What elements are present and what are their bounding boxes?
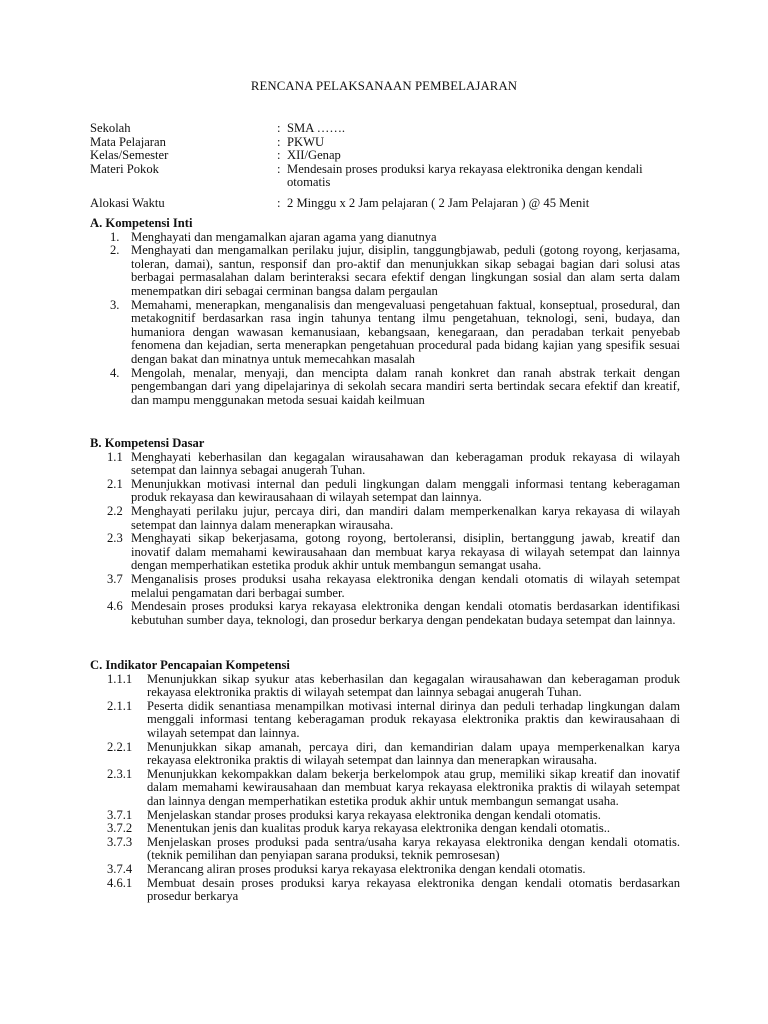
info-colon: :: [277, 134, 281, 149]
list-item: [90, 741, 680, 768]
list-item: [90, 809, 680, 823]
item-text: Menghayati dan mengamalkan perilaku jujur, disiplin, tanggungbjawab, peduli (gotong royong, kerjasama, toleran, damai), santun, responsif dan pro-aktif dan menunjukkan sikap sebagai bagian dari solusi atas berbagai permasalahan dalam berinteraksi secara efektif dengan lingkungan sosial dan alam serta dalam menempatkan diri sebagai cerminan bangsa dalam pergaulan: [131, 243, 680, 298]
section-heading: B. Kompetensi Dasar: [90, 436, 205, 450]
item-number: 2.1: [107, 476, 123, 491]
section-heading: A. Kompetensi Inti: [90, 216, 193, 230]
item-number: 2.2: [107, 503, 123, 518]
item-number: 3.7.1: [107, 807, 133, 822]
section-kompetensi-dasar: [90, 437, 680, 627]
item-number: 3.: [110, 297, 120, 312]
list-item: [90, 877, 680, 904]
info-colon: :: [277, 121, 281, 135]
item-number: 2.1.1: [107, 698, 133, 713]
item-text: Menjelaskan standar proses produksi karya rekayasa elektronika dengan kendali otomatis.: [147, 807, 601, 822]
section-indikator-pencapaian: [90, 659, 680, 904]
item-text: Membuat desain proses produksi karya rekayasa elektronika dengan kendali otomatis berdasarkan prosedur berkarya: [147, 875, 680, 904]
item-text: Merancang aliran proses produksi karya rekayasa elektronika dengan kendali otomatis.: [147, 861, 586, 876]
item-number: 1.1: [107, 449, 123, 464]
item-number: 1.: [110, 229, 120, 244]
section-heading: C. Indikator Pencapaian Kompetensi: [90, 658, 290, 672]
info-value: XII/Genap: [287, 148, 341, 163]
item-number: 1.1.1: [107, 671, 133, 686]
item-number: 2.3: [107, 531, 123, 546]
item-number: 4.6.1: [107, 875, 133, 890]
item-text: Menghayati perilaku jujur, percaya diri, dan mandiri dalam memperkenalkan karya rekayasa di wilayah setempat dan lainnya dalam menerapkan wirausaha.: [131, 503, 680, 532]
list-item: [90, 505, 680, 532]
list-item: [90, 768, 680, 809]
identity-table: [90, 122, 690, 211]
item-number: 2.2.1: [107, 739, 133, 754]
section-kompetensi-inti: [90, 217, 680, 407]
item-text: Peserta didik senantiasa menampilkan motivasi internal dirinya dan peduli terhadap lingkungan dalam menggali informasi tentang keberagaman produk rekayasa elektronika praktis dan kewirausahaan di wilayah setempat dan lainnya.: [147, 698, 680, 740]
item-text: Mendesain proses produksi karya rekayasa elektronika dengan kendali otomatis berdasarkan identifikasi kebutuhan sumber daya, teknologi, dan prosedur berkarya dengan pendekatan budaya setempat dan lainnya.: [131, 599, 680, 627]
info-row-kelas-semester: [90, 149, 690, 163]
item-number: 3.7.2: [107, 821, 133, 836]
info-colon: :: [277, 195, 281, 210]
list-item: [90, 532, 680, 573]
list-item: [90, 231, 680, 245]
info-label: Kelas/Semester: [90, 148, 169, 163]
item-text: Menunjukkan sikap amanah, percaya diri, dan kemandirian dalam upaya memperkenalkan karya rekayasa elektronika praktis di wilayah setempat dan lainnya dan menerapkan wirausaha.: [147, 739, 680, 768]
list-item: [90, 451, 680, 478]
list-item: [90, 822, 680, 836]
info-row-materi-pokok: [90, 163, 690, 190]
list-item: [90, 478, 680, 505]
list-item: [90, 299, 680, 367]
info-value: Mendesain proses produksi karya rekayasa elektronika dengan kendali otomatis: [287, 161, 643, 190]
list-item: [90, 863, 680, 877]
item-text: Menghayati sikap bekerjasama, gotong royong, bertoleransi, disiplin, bertanggung jawab, kreatif dan inovatif dalam memahami kewirausahaan dan membuat karya rekayasa di wilayah setempat dan lainnya dengan memperhatikan estetika produk akhir untuk membangun semangat usaha.: [131, 531, 680, 573]
list-item: [90, 673, 680, 700]
item-number: 4.6: [107, 599, 123, 614]
list-item: [90, 367, 680, 408]
item-text: Menunjukkan motivasi internal dan peduli lingkungan dalam menggali informasi tentang keberagaman produk rekayasa dan kewirausahaan di wilayah setempat dan lainnya.: [131, 476, 680, 505]
info-row-mata-pelajaran: [90, 136, 690, 150]
document-title: RENCANA PELAKSANAAN PEMBELAJARAN: [250, 79, 518, 93]
item-number: 3.7: [107, 571, 123, 586]
item-number: 2.3.1: [107, 766, 133, 781]
list-item: [90, 700, 680, 741]
item-number: 3.7.4: [107, 861, 133, 876]
item-text: Menunjukkan sikap syukur atas keberhasilan dan kegagalan wirausahawan dan keberagaman produk rekayasa elektronika praktis di wilayah setempat dan lainnya sebagai anugerah Tuhan.: [147, 671, 680, 700]
info-value: PKWU: [287, 134, 325, 149]
info-colon: :: [277, 148, 281, 163]
list-item: [90, 600, 680, 627]
info-colon: :: [277, 161, 281, 176]
info-label: Materi Pokok: [90, 161, 159, 176]
item-text: Menjelaskan proses produksi pada sentra/usaha karya rekayasa elektronika dengan kendali otomatis. (teknik pemilihan dan penyiapan sarana produksi, teknik pemrosesan): [147, 834, 680, 863]
info-label: Sekolah: [90, 121, 131, 135]
info-row-sekolah: [90, 122, 690, 136]
item-number: 2.: [110, 243, 120, 258]
info-label: Alokasi Waktu: [90, 195, 165, 210]
item-text: Menentukan jenis dan kualitas produk karya rekayasa elektronika dengan kendali otomatis..: [147, 821, 611, 836]
info-label: Mata Pelajaran: [90, 134, 166, 149]
item-number: 4.: [110, 365, 120, 380]
item-number: 3.7.3: [107, 834, 133, 849]
item-text: Menganalisis proses produksi usaha rekayasa elektronika dengan kendali otomatis di wilayah setempat melalui pengamatan dari berbagai sumber.: [131, 571, 680, 600]
item-text: Memahami, menerapkan, menganalisis dan mengevaluasi pengetahuan faktual, konseptual, prosedural, dan metakognitif berdasarkan rasa ingin tahunya tentang ilmu pengetahuan, teknologi, seni, budaya, dan humaniora dengan wawasan kemanusiaan, kebangsaan, kenegaraan, dan peradaban terkait penyebab fenomena dan kejadian, serta menerapkan pengetahuan procedural pada bidang kajian yang spesifik sesuai dengan bakat dan minatnya untuk memecahkan masalah: [131, 297, 680, 366]
info-row-alokasi-waktu: [90, 197, 690, 211]
list-item: [90, 836, 680, 863]
item-text: Menghayati keberhasilan dan kegagalan wirausahawan dan keberagaman produk rekayasa di wilayah setempat dan lainnya sebagai anugerah Tuhan.: [131, 449, 680, 478]
list-item: [90, 244, 680, 298]
info-value: SMA …….: [287, 121, 346, 135]
item-text: Menghayati dan mengamalkan ajaran agama yang dianutnya: [131, 229, 437, 244]
item-text: Menunjukkan kekompakkan dalam bekerja berkelompok atau grup, memiliki sikap kreatif dan inovatif dalam memahami kewirausahaan dan membuat karya rekayasa elektronika praktis di wilayah setempat dan lainnya dengan memperhatikan estetika produk akhir untuk membangun semangat usaha.: [147, 766, 680, 808]
item-text: Mengolah, menalar, menyaji, dan mencipta dalam ranah konkret dan ranah abstrak terkait dengan pengembangan dari yang dipelajarinya di sekolah secara mandiri serta bertindak secara efektif dan kreatif, dan mampu menggunakan metoda sesuai kaidah keilmuan: [131, 365, 680, 407]
list-item: [90, 573, 680, 600]
info-value: 2 Minggu x 2 Jam pelajaran ( 2 Jam Pelajaran ) @ 45 Menit: [287, 195, 590, 210]
